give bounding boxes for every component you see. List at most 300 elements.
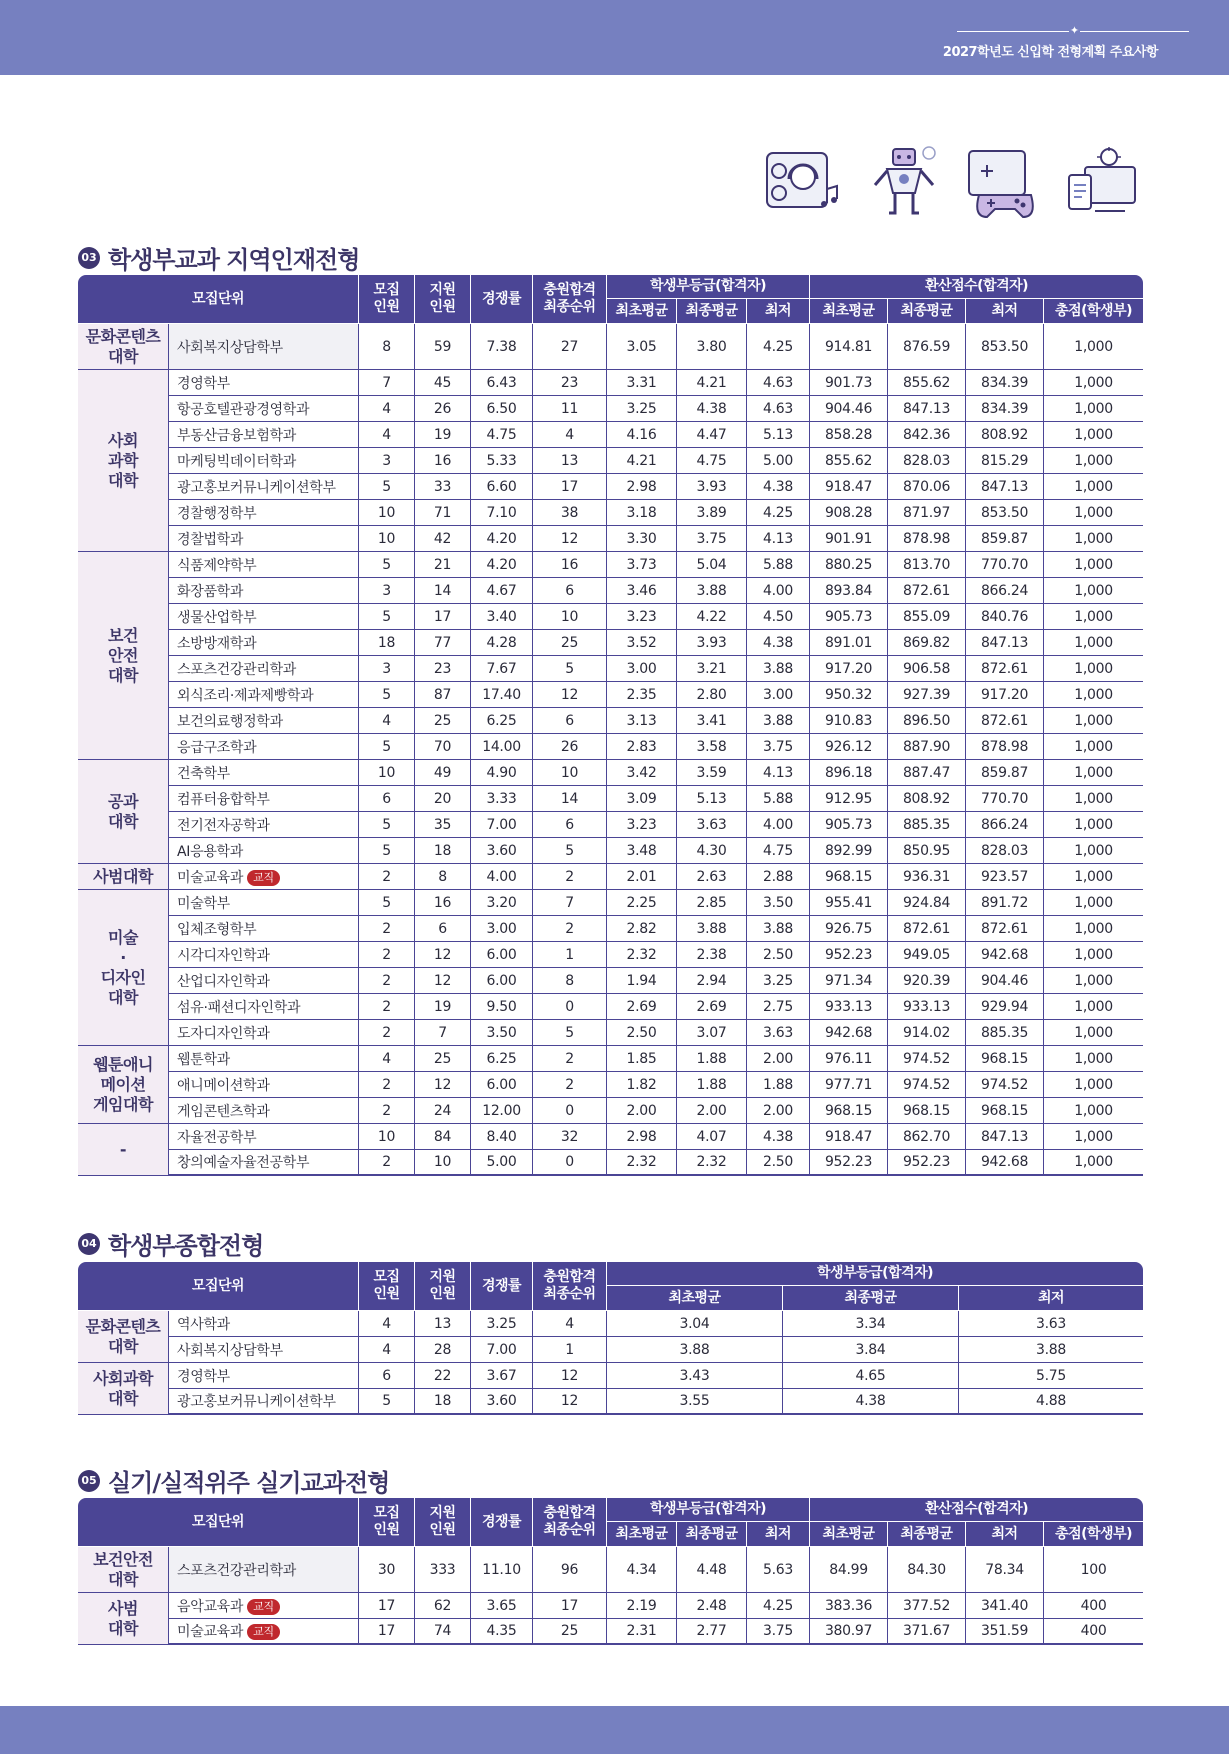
department-label: 컴퓨터융합학부 [177, 791, 270, 808]
table-cell: 0 [533, 1098, 607, 1124]
table-cell: 2.50 [607, 1020, 677, 1046]
department-name [169, 812, 359, 838]
gamepad-icon [965, 145, 1045, 225]
table-cell: 5 [533, 838, 607, 864]
table-cell: 2.83 [607, 734, 677, 760]
table-cell: 10 [415, 1150, 471, 1176]
table-cell: 25 [415, 708, 471, 734]
decorative-icons [765, 145, 1145, 225]
table-row [78, 578, 1143, 604]
table-cell: 333 [415, 1547, 471, 1593]
table-cell: 2 [533, 1072, 607, 1098]
table-cell: 1,000 [1044, 630, 1143, 656]
table-cell: 5.00 [747, 448, 810, 474]
teaching-badge: 교직 [247, 1624, 280, 1640]
section-05-title [78, 1463, 389, 1498]
college-name: 사회 과학 대학 [78, 370, 169, 552]
header-ratio: 경쟁률 [471, 1498, 533, 1547]
header-score-min: 최저 [966, 299, 1044, 324]
table-cell: 32 [533, 1124, 607, 1150]
table-cell: 10 [359, 760, 415, 786]
table-cell: 4.00 [747, 812, 810, 838]
header-band [0, 0, 1229, 75]
table-cell: 4.00 [747, 578, 810, 604]
table-cell: 968.15 [810, 1098, 888, 1124]
table-cell: 100 [1044, 1547, 1143, 1593]
table-cell: 2.69 [607, 994, 677, 1020]
table-cell: 3.84 [783, 1337, 959, 1363]
table-cell: 5 [533, 656, 607, 682]
table-cell: 4.20 [471, 526, 533, 552]
table-cell: 866.24 [966, 578, 1044, 604]
header-grade: 학생부등급(합격자) [607, 1262, 1143, 1286]
table-cell: 2.75 [747, 994, 810, 1020]
table-cell: 2.00 [607, 1098, 677, 1124]
department-name [169, 1072, 359, 1098]
table-cell: 885.35 [888, 812, 966, 838]
table-cell: 896.50 [888, 708, 966, 734]
table-cell: 5 [533, 1020, 607, 1046]
header-score: 환산점수(합격자) [810, 1498, 1143, 1522]
section-number: 03 [78, 247, 100, 269]
table-row [78, 422, 1143, 448]
header-grade: 학생부등급(합격자) [607, 1498, 810, 1522]
table-cell: 3.23 [607, 604, 677, 630]
table-cell: 859.87 [966, 526, 1044, 552]
table-cell: 914.81 [810, 324, 888, 370]
table-cell: 3.34 [783, 1311, 959, 1337]
table-row [78, 500, 1143, 526]
table-cell: 4.67 [471, 578, 533, 604]
table-cell: 1,000 [1044, 682, 1143, 708]
table-cell: 870.06 [888, 474, 966, 500]
table-cell: 1.82 [607, 1072, 677, 1098]
table-cell: 25 [533, 630, 607, 656]
department-name [169, 370, 359, 396]
department-name [169, 324, 359, 370]
college-name: 보건 안전 대학 [78, 552, 169, 760]
table-cell: 2.63 [677, 864, 747, 890]
table-cell: 35 [415, 812, 471, 838]
table-cell: 17 [359, 1619, 415, 1645]
table-cell: 5 [359, 812, 415, 838]
table-cell: 3.13 [607, 708, 677, 734]
table-cell: 17 [533, 474, 607, 500]
section-04-title [78, 1226, 263, 1261]
table-cell: 808.92 [888, 786, 966, 812]
table-cell: 3.89 [677, 500, 747, 526]
table-cell: 952.23 [888, 1150, 966, 1176]
section-heading: 실기/실적위주 실기교과전형 [108, 1469, 390, 1497]
department-label: AI응용학과 [177, 843, 244, 860]
table-cell: 4.38 [747, 474, 810, 500]
table-cell: 892.99 [810, 838, 888, 864]
table-cell: 1.94 [607, 968, 677, 994]
header-unit: 모집단위 [78, 1262, 359, 1311]
table-cell: 847.13 [888, 396, 966, 422]
table-cell: 976.11 [810, 1046, 888, 1072]
table-cell: 25 [533, 1619, 607, 1645]
table-cell: 6.00 [471, 1072, 533, 1098]
digital-idea-icon [1065, 145, 1145, 225]
department-name [169, 396, 359, 422]
header-rank: 충원합격 최종순위 [533, 1262, 607, 1311]
table-cell: 917.20 [810, 656, 888, 682]
table-row [78, 864, 1143, 890]
header-score-first: 최초평균 [810, 1522, 888, 1547]
table-cell: 351.59 [966, 1619, 1044, 1645]
department-label: 경영학부 [177, 375, 230, 392]
table-cell: 3.00 [747, 682, 810, 708]
table-cell: 2.01 [607, 864, 677, 890]
department-name [169, 1124, 359, 1150]
college-name: 사회과학 대학 [78, 1363, 169, 1415]
table-cell: 3.67 [471, 1363, 533, 1389]
table-cell: 12 [415, 942, 471, 968]
department-name [169, 682, 359, 708]
department-name [169, 890, 359, 916]
table-row [78, 812, 1143, 838]
header-grade-first: 최초평균 [607, 299, 677, 324]
department-label: 웹툰학과 [177, 1051, 230, 1068]
table-cell: 1,000 [1044, 838, 1143, 864]
table-row [78, 1389, 1143, 1415]
table-cell: 855.62 [888, 370, 966, 396]
table-cell: 905.73 [810, 812, 888, 838]
table-cell: 872.61 [966, 656, 1044, 682]
table-cell: 1,000 [1044, 578, 1143, 604]
table-cell: 3.07 [677, 1020, 747, 1046]
table-cell: 1,000 [1044, 370, 1143, 396]
table-cell: 1,000 [1044, 448, 1143, 474]
table-cell: 12 [415, 1072, 471, 1098]
table-cell: 7 [533, 890, 607, 916]
table-cell: 3.00 [607, 656, 677, 682]
table-cell: 6 [533, 708, 607, 734]
table-cell: 872.61 [888, 916, 966, 942]
table-cell: 974.52 [966, 1072, 1044, 1098]
table-cell: 974.52 [888, 1046, 966, 1072]
college-name: 공과 대학 [78, 760, 169, 864]
table-cell: 6 [533, 812, 607, 838]
table-cell: 25 [415, 1046, 471, 1072]
header-ratio: 경쟁률 [471, 275, 533, 324]
table-cell: 971.34 [810, 968, 888, 994]
college-name: 사범 대학 [78, 1593, 169, 1645]
department-name [169, 1046, 359, 1072]
table-cell: 1,000 [1044, 656, 1143, 682]
table-cell: 4.38 [747, 630, 810, 656]
college-name: 사범대학 [78, 864, 169, 890]
header-apply: 지원 인원 [415, 275, 471, 324]
table-cell: 3.63 [959, 1311, 1143, 1337]
table-cell: 2 [533, 1046, 607, 1072]
table-cell: 4.63 [747, 396, 810, 422]
table-cell: 1,000 [1044, 1150, 1143, 1176]
table-cell: 1 [533, 942, 607, 968]
table-cell: 26 [533, 734, 607, 760]
table-cell: 914.02 [888, 1020, 966, 1046]
table-cell: 74 [415, 1619, 471, 1645]
department-name [169, 474, 359, 500]
table-cell: 59 [415, 324, 471, 370]
table-cell: 933.13 [810, 994, 888, 1020]
table-cell: 910.83 [810, 708, 888, 734]
department-name [169, 708, 359, 734]
table-cell: 3.93 [677, 630, 747, 656]
music-headphones-icon [765, 145, 845, 225]
table-cell: 16 [415, 448, 471, 474]
table-cell: 2.38 [677, 942, 747, 968]
table-cell: 4.75 [747, 838, 810, 864]
table-cell: 3.75 [677, 526, 747, 552]
table-cell: 4 [359, 422, 415, 448]
header-rank: 충원합격 최종순위 [533, 1498, 607, 1547]
table-cell: 3.88 [747, 916, 810, 942]
table-cell: 10 [359, 526, 415, 552]
table-cell: 4.13 [747, 526, 810, 552]
table-row [78, 396, 1143, 422]
table-cell: 7.38 [471, 324, 533, 370]
table-row [78, 890, 1143, 916]
department-label: 애니메이션학과 [177, 1077, 270, 1094]
department-label: 부동산금융보험학과 [177, 427, 297, 444]
header-grade-min: 최저 [747, 299, 810, 324]
table-row [78, 968, 1143, 994]
table-cell: 27 [533, 324, 607, 370]
table-cell: 1,000 [1044, 916, 1143, 942]
department-label: 건축학부 [177, 765, 230, 782]
table-cell: 1,000 [1044, 760, 1143, 786]
department-name [169, 1337, 359, 1363]
table-cell: 891.72 [966, 890, 1044, 916]
table-cell: 2 [359, 994, 415, 1020]
table-cell: 876.59 [888, 324, 966, 370]
table-cell: 78.34 [966, 1547, 1044, 1593]
department-label: 자율전공학부 [177, 1129, 257, 1146]
table-cell: 38 [533, 500, 607, 526]
table-cell: 5.00 [471, 1150, 533, 1176]
table-cell: 13 [533, 448, 607, 474]
table-cell: 923.57 [966, 864, 1044, 890]
table-cell: 11 [533, 396, 607, 422]
department-label: 스포츠건강관리학과 [177, 1562, 297, 1579]
table-cell: 3 [359, 578, 415, 604]
table-cell: 3.60 [471, 838, 533, 864]
table-cell: 1,000 [1044, 604, 1143, 630]
table-row [78, 994, 1143, 1020]
header-grade-first: 최초평균 [607, 1522, 677, 1547]
department-label: 입체조형학부 [177, 921, 257, 938]
table-cell: 3.65 [471, 1593, 533, 1619]
table-cell: 3.05 [607, 324, 677, 370]
table-cell: 12 [533, 1363, 607, 1389]
table-cell: 5.63 [747, 1547, 810, 1593]
table-cell: 1.85 [607, 1046, 677, 1072]
department-label: 경찰법학과 [177, 531, 244, 548]
department-label: 음악교육과 [177, 1598, 244, 1615]
table-cell: 770.70 [966, 786, 1044, 812]
header-divider [957, 25, 1189, 37]
header-grade: 학생부등급(합격자) [607, 275, 810, 299]
table-cell: 3.73 [607, 552, 677, 578]
table-row [78, 1098, 1143, 1124]
table-cell: 1,000 [1044, 1098, 1143, 1124]
table-cell: 853.50 [966, 500, 1044, 526]
table-comprehensive [78, 1262, 1143, 1415]
table-cell: 0 [533, 994, 607, 1020]
table-cell: 22 [415, 1363, 471, 1389]
table-row [78, 942, 1143, 968]
table-cell: 371.67 [888, 1619, 966, 1645]
table-cell: 8 [415, 864, 471, 890]
table-cell: 4 [359, 396, 415, 422]
table-cell: 383.36 [810, 1593, 888, 1619]
header-score-total: 총점(학생부) [1044, 1522, 1143, 1547]
table-cell: 21 [415, 552, 471, 578]
table-cell: 6 [359, 786, 415, 812]
department-name [169, 760, 359, 786]
table-cell: 4.20 [471, 552, 533, 578]
header-score-final: 최종평균 [888, 299, 966, 324]
table-cell: 7.00 [471, 1337, 533, 1363]
table-cell: 842.36 [888, 422, 966, 448]
table-practical [78, 1498, 1143, 1645]
table-cell: 4.63 [747, 370, 810, 396]
table-cell: 5.33 [471, 448, 533, 474]
table-cell: 2.35 [607, 682, 677, 708]
table-cell: 2 [359, 1150, 415, 1176]
robot-icon [865, 145, 945, 225]
table-cell: 18 [359, 630, 415, 656]
table-row [78, 656, 1143, 682]
table-cell: 2.19 [607, 1593, 677, 1619]
table-cell: 5.13 [747, 422, 810, 448]
department-name [169, 1363, 359, 1389]
table-cell: 3.88 [747, 656, 810, 682]
table-cell: 30 [359, 1547, 415, 1593]
table-cell: 11.10 [471, 1547, 533, 1593]
table-cell: 1,000 [1044, 890, 1143, 916]
table-cell: 23 [415, 656, 471, 682]
table-cell: 3.46 [607, 578, 677, 604]
table-cell: 3.09 [607, 786, 677, 812]
header-grade-min: 최저 [959, 1286, 1143, 1311]
table-cell: 3 [359, 448, 415, 474]
department-label: 전기전자공학과 [177, 817, 270, 834]
table-cell: 3.88 [677, 578, 747, 604]
header-grade-final: 최종평균 [783, 1286, 959, 1311]
table-cell: 7 [415, 1020, 471, 1046]
table-cell: 933.13 [888, 994, 966, 1020]
table-cell: 3.55 [607, 1389, 783, 1415]
table-cell: 3 [359, 656, 415, 682]
table-cell: 4.38 [783, 1389, 959, 1415]
table-cell: 6.43 [471, 370, 533, 396]
table-cell: 2.32 [677, 1150, 747, 1176]
section-heading: 학생부종합전형 [108, 1232, 264, 1260]
table-cell: 4.13 [747, 760, 810, 786]
table-cell: 872.61 [966, 916, 1044, 942]
table-cell: 5 [359, 838, 415, 864]
department-label: 미술교육과 [177, 1624, 244, 1640]
table-row [78, 838, 1143, 864]
college-name: 웹툰애니 메이션 게임대학 [78, 1046, 169, 1124]
department-name [169, 786, 359, 812]
table-cell: 834.39 [966, 370, 1044, 396]
table-cell: 905.73 [810, 604, 888, 630]
table-cell: 4.21 [677, 370, 747, 396]
table-cell: 4 [359, 1337, 415, 1363]
table-cell: 6.50 [471, 396, 533, 422]
table-cell: 5.88 [747, 552, 810, 578]
table-cell: 4.00 [471, 864, 533, 890]
department-label: 역사학과 [177, 1316, 230, 1333]
table-cell: 862.70 [888, 1124, 966, 1150]
header-apply: 지원 인원 [415, 1498, 471, 1547]
table-cell: 950.32 [810, 682, 888, 708]
table-cell: 927.39 [888, 682, 966, 708]
table-cell: 7.67 [471, 656, 533, 682]
table-cell: 4.21 [607, 448, 677, 474]
table-cell: 3.00 [471, 916, 533, 942]
table-cell: 929.94 [966, 994, 1044, 1020]
table-cell: 17 [359, 1593, 415, 1619]
table-row [78, 604, 1143, 630]
table-cell: 7.00 [471, 812, 533, 838]
table-cell: 1,000 [1044, 734, 1143, 760]
table-cell: 8 [533, 968, 607, 994]
table-cell: 2 [359, 968, 415, 994]
table-cell: 14 [415, 578, 471, 604]
header-rank: 충원합격 최종순위 [533, 275, 607, 324]
table-cell: 2 [359, 864, 415, 890]
table-cell: 2.69 [677, 994, 747, 1020]
table-cell: 1,000 [1044, 786, 1143, 812]
table-cell: 2 [359, 1098, 415, 1124]
table-cell: 901.91 [810, 526, 888, 552]
department-label: 사회복지상담학부 [177, 339, 283, 356]
department-label: 창의예술자율전공학부 [177, 1155, 310, 1171]
table-cell: 770.70 [966, 552, 1044, 578]
table-cell: 3.48 [607, 838, 677, 864]
table-cell: 3.50 [747, 890, 810, 916]
table-cell: 2.50 [747, 1150, 810, 1176]
department-label: 섬유·패션디자인학과 [177, 999, 301, 1016]
department-label: 광고홍보커뮤니케이션학부 [177, 479, 336, 496]
table-cell: 2.00 [747, 1046, 810, 1072]
table-cell: 949.05 [888, 942, 966, 968]
table-cell: 3.88 [677, 916, 747, 942]
table-cell: 377.52 [888, 1593, 966, 1619]
table-cell: 6.00 [471, 968, 533, 994]
table-cell: 2.80 [677, 682, 747, 708]
table-cell: 2.88 [747, 864, 810, 890]
table-cell: 2.94 [677, 968, 747, 994]
department-name [169, 604, 359, 630]
table-cell: 3.63 [747, 1020, 810, 1046]
table-cell: 2.32 [607, 1150, 677, 1176]
table-cell: 3.59 [677, 760, 747, 786]
table-cell: 96 [533, 1547, 607, 1593]
header-grade-final: 최종평균 [677, 1522, 747, 1547]
table-cell: 4.48 [677, 1547, 747, 1593]
department-name [169, 994, 359, 1020]
table-cell: 12 [533, 1389, 607, 1415]
table-cell: 869.82 [888, 630, 966, 656]
table-cell: 858.28 [810, 422, 888, 448]
department-label: 항공호텔관광경영학과 [177, 401, 310, 418]
